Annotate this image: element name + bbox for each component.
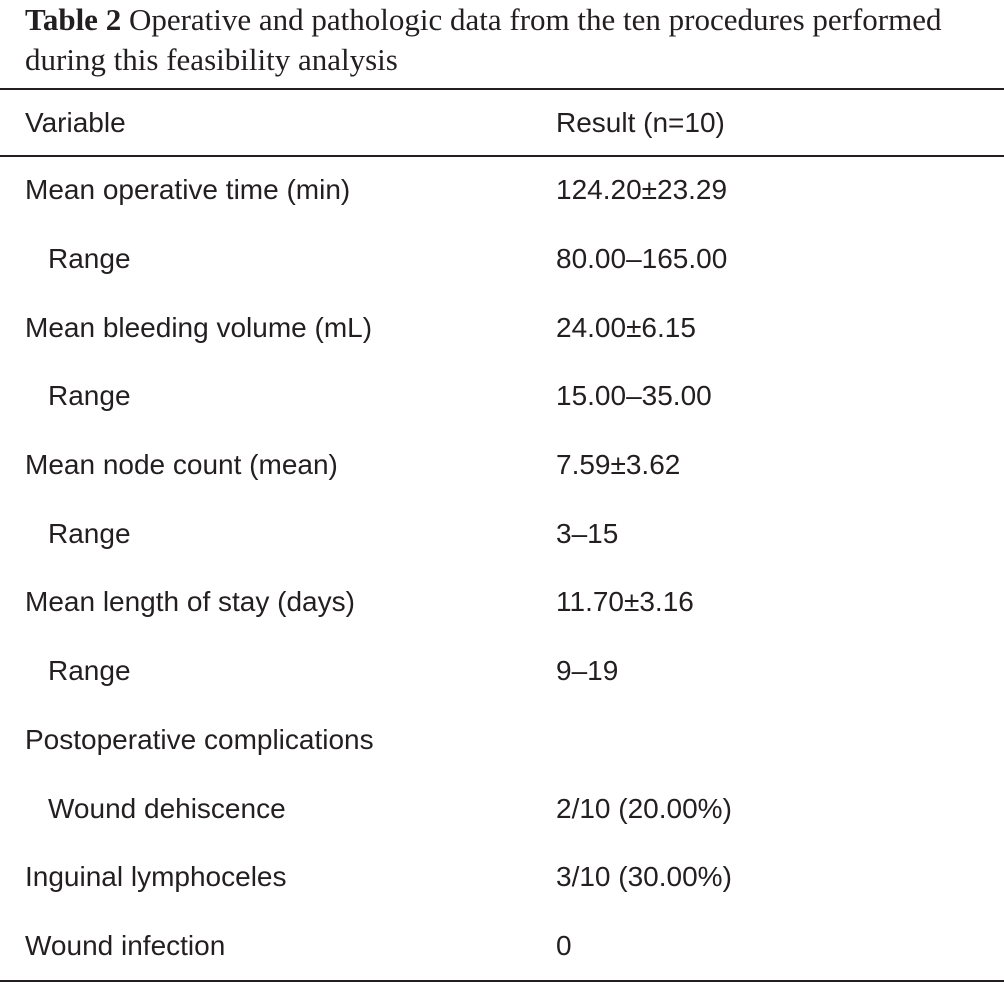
row-variable: Range: [48, 517, 131, 549]
row-result: 11.70±3.16: [556, 586, 694, 618]
table-row: [0, 499, 1004, 568]
table-caption: [25, 0, 995, 80]
table-row: [0, 843, 1004, 912]
table-row: [0, 293, 1004, 362]
row-variable: Mean length of stay (days): [25, 586, 355, 618]
table-row: [0, 774, 1004, 843]
header-result: Result (n=10): [556, 107, 725, 138]
row-result: 24.00±6.15: [556, 311, 696, 343]
table-row: [0, 912, 1004, 981]
row-variable: Range: [48, 243, 131, 275]
row-variable: Wound dehiscence: [48, 792, 286, 824]
row-variable: Postoperative complications: [25, 723, 374, 755]
row-result: 9–19: [556, 655, 619, 687]
row-variable: Mean node count (mean): [25, 449, 338, 481]
row-result: 3–15: [556, 517, 619, 549]
row-result: 15.00–35.00: [556, 380, 712, 412]
table-header-row: [0, 90, 1004, 156]
row-result: 80.00–165.00: [556, 243, 728, 275]
row-variable: Wound infection: [25, 929, 226, 961]
row-result: 124.20±23.29: [556, 174, 728, 206]
row-result: 3/10 (30.00%): [556, 861, 732, 893]
header-variable: Variable: [25, 107, 126, 138]
table-row: [0, 362, 1004, 431]
table-row: [0, 225, 1004, 294]
data-table: [0, 90, 1004, 980]
table-row: [0, 156, 1004, 225]
row-result: 0: [556, 929, 572, 961]
table-row: [0, 637, 1004, 706]
table-row: [0, 568, 1004, 637]
table-caption-text: Operative and pathologic data from the ten procedures performed during this feasibility analysis: [25, 2, 942, 77]
row-variable: Mean operative time (min): [25, 174, 351, 206]
table-row: [0, 431, 1004, 500]
row-variable: Range: [48, 380, 131, 412]
row-result: 7.59±3.62: [556, 449, 681, 481]
row-variable: Inguinal lymphoceles: [25, 861, 287, 893]
row-result: [556, 706, 1004, 775]
row-variable: Range: [48, 655, 131, 687]
table-bottom-rule: [0, 980, 1004, 982]
row-variable: Mean bleeding volume (mL): [25, 311, 373, 343]
table-row: [0, 706, 1004, 775]
table-caption-label: Table 2: [25, 2, 122, 37]
row-result: 2/10 (20.00%): [556, 792, 732, 824]
